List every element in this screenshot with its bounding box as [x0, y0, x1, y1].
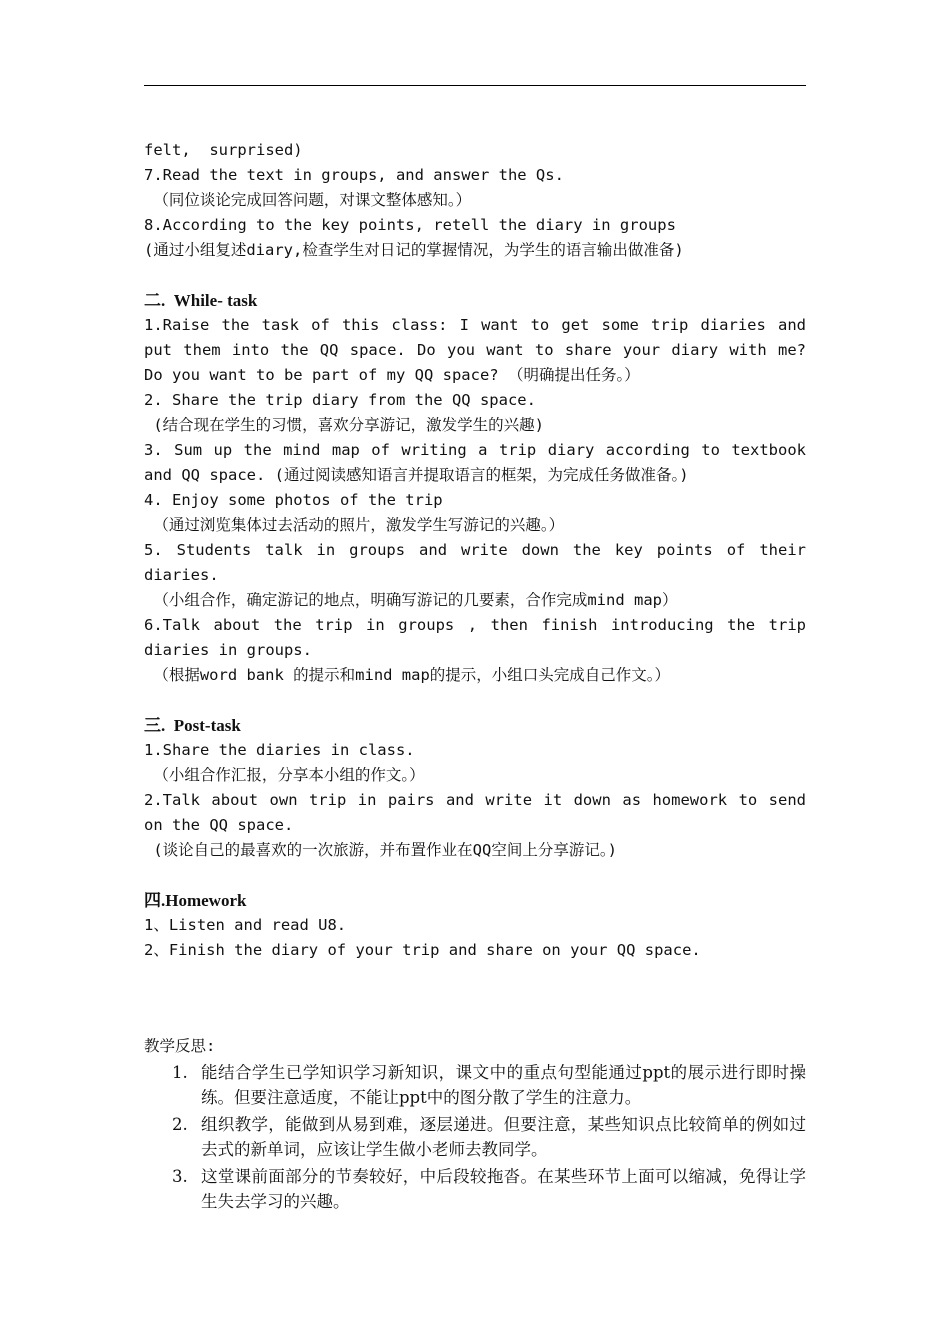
text-line: （小组合作，确定游记的地点，明确写游记的几要素，合作完成mind map）: [144, 591, 678, 609]
list-number: 3.: [172, 1167, 188, 1186]
text-line: put them into the QQ space. Do you want to share your diary with me?: [144, 341, 806, 359]
text-line: （通过浏览集体过去活动的照片，激发学生写游记的兴趣。）: [144, 516, 565, 534]
text-line: 3. Sum up the mind map of writing a trip diary according to textbook: [144, 441, 806, 459]
text-line: 2.Talk about own trip in pairs and write it down as homework to send: [144, 791, 806, 809]
text-line: 4. Enjoy some photos of the trip: [144, 491, 443, 509]
text-line: (结合现在学生的习惯，喜欢分享游记，激发学生的兴趣): [144, 416, 544, 434]
list-item-text: 这堂课前面部分的节奏较好，中后段较拖沓。在某些环节上面可以缩减，免得让学生失去学习的兴趣。: [201, 1167, 806, 1211]
lesson-body: [144, 138, 806, 963]
text-line: （根据word bank 的提示和mind map的提示，小组口头完成自己作文。）: [144, 666, 671, 684]
text-line: （同位谈论完成回答问题，对课文整体感知。）: [144, 191, 472, 209]
text-line: Do you want to be part of my QQ space? （明确提出任务。）: [144, 366, 640, 384]
list-number: 2.: [172, 1115, 188, 1134]
spacer: [144, 263, 806, 288]
list-item: [144, 1164, 806, 1214]
header-rule: [144, 85, 806, 86]
text-line: 2. Share the trip diary from the QQ space.: [144, 391, 536, 409]
text-line: 7.Read the text in groups, and answer the Qs.: [144, 166, 564, 184]
text-line: 2、Finish the diary of your trip and share on your QQ space.: [144, 941, 701, 959]
text-line: (通过小组复述diary,检查学生对日记的掌握情况，为学生的语言输出做准备): [144, 241, 684, 259]
text-line: 1、Listen and read U8.: [144, 916, 347, 934]
teaching-reflection: [144, 1034, 806, 1216]
text-line: felt, surprised): [144, 141, 303, 159]
reflection-list: [144, 1060, 806, 1214]
reflection-title: 教学反思:: [144, 1037, 216, 1055]
text-line: （小组合作汇报，分享本小组的作文。）: [144, 766, 425, 784]
text-line: and QQ space. (通过阅读感知语言并提取语言的框架，为完成任务做准备。): [144, 466, 689, 484]
text-line: 1.Share the diaries in class.: [144, 741, 415, 759]
text-line: 6.Talk about the trip in groups , then finish introducing the trip: [144, 616, 806, 634]
text-line: (谈论自己的最喜欢的一次旅游，并布置作业在QQ空间上分享游记。): [144, 841, 617, 859]
spacer: [144, 863, 806, 888]
text-line: 8.According to the key points, retell the diary in groups: [144, 216, 676, 234]
text-line: diaries.: [144, 566, 219, 584]
list-item-text: 组织教学，能做到从易到难，逐层递进。但要注意，某些知识点比较简单的例如过去式的新单词，应该让学生做小老师去教同学。: [201, 1115, 806, 1159]
text-line: 1.Raise the task of this class: I want to get some trip diaries and: [144, 316, 806, 334]
spacer: [144, 688, 806, 713]
list-number: 1.: [172, 1063, 188, 1082]
list-item-text: 能结合学生已学知识学习新知识，课文中的重点句型能通过ppt的展示进行即时操练。但要注意适度，不能让ppt中的图分散了学生的注意力。: [201, 1063, 806, 1107]
text-line: 5. Students talk in groups and write down the key points of their: [144, 541, 806, 559]
section-heading-homework: 四.Homework: [144, 891, 247, 910]
text-line: diaries in groups.: [144, 641, 312, 659]
text-line: on the QQ space.: [144, 816, 294, 834]
section-heading-while-task: 二. While- task: [144, 291, 258, 310]
list-item: [144, 1112, 806, 1162]
section-heading-post-task: 三. Post-task: [144, 716, 241, 735]
list-item: [144, 1060, 806, 1110]
